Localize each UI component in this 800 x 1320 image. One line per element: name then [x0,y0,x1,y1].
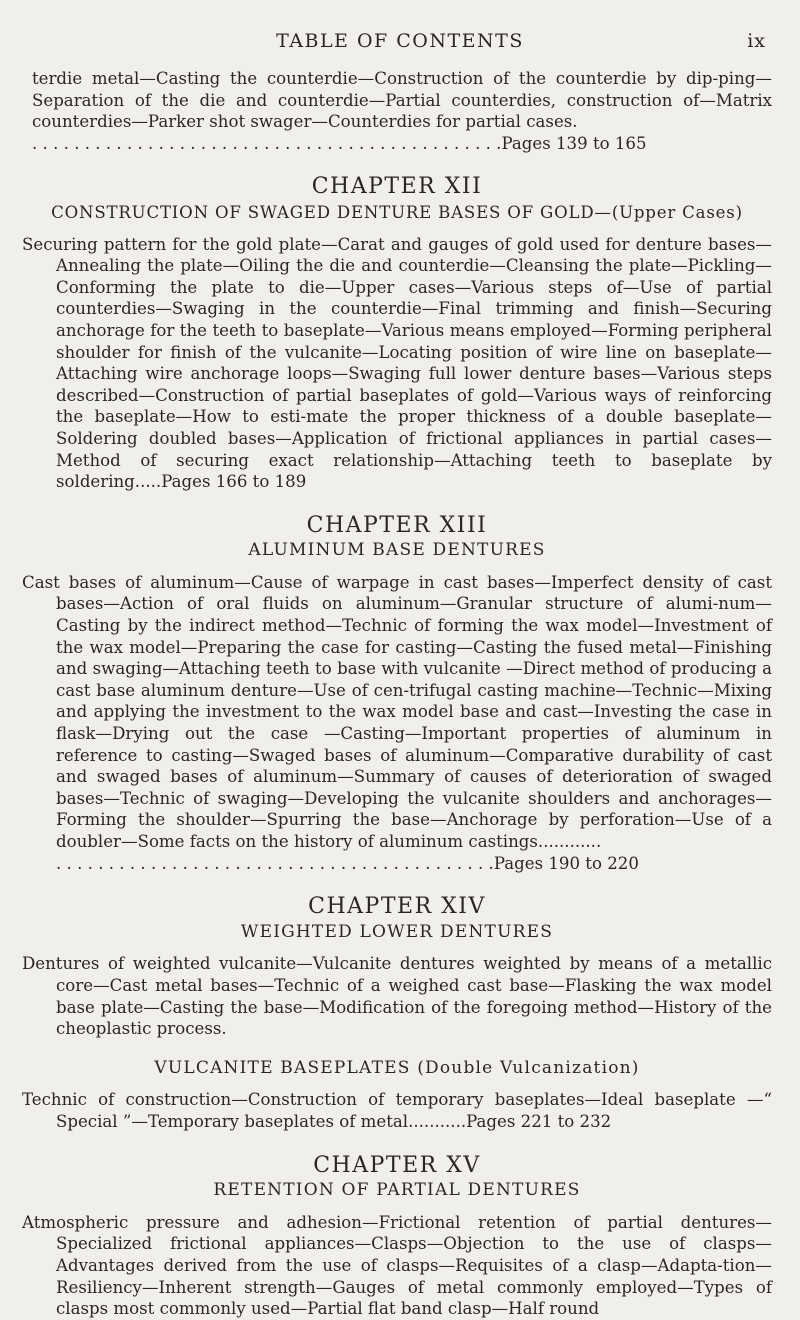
page-range: Pages 139 to 165 [501,133,647,153]
toc-entry-chapter-xiii [22,572,772,874]
page-range: Pages 166 to 189 [161,472,307,492]
chapter-subtitle-xiii: ALUMINUM BASE DENTURES [248,540,546,561]
toc-entry-chapter-xv [22,1212,772,1320]
running-head-title: TABLE OF CONTENTS [276,30,524,52]
chapter-heading-xv: CHAPTER XV [313,1152,481,1178]
dot-leader: . . . . . . . . . . . . . . . . . . . . . . . . . . . . . . . . . . . . . . . . . . . . . [32,133,502,153]
chapter-heading-xii: CHAPTER XII [311,174,483,200]
chapter-heading-xiii: CHAPTER XIII [306,512,488,538]
chapter-subtitle-xii: CONSTRUCTION OF SWAGED DENTURE BASES OF GOLD—(Upper Cases) [51,202,743,222]
chapter-subtitle-xiv: WEIGHTED LOWER DENTURES [240,921,554,942]
entry-text: terdie metal—Casting the counterdie—Construction of the counterdie by dip-ping—Separation of the die and counterdie—Partial counterdies, construction of—Matrix counterdies—Parker shot swager—Counterdies for partial cases. [32,69,772,132]
toc-content [22,68,772,1320]
toc-entry-chapter-xii [22,234,772,493]
chapter-heading-xiv: CHAPTER XIV [308,894,486,920]
entry-text: Securing pattern for the gold plate—Carat and gauges of gold used for denture bases—Annealing the plate—Oiling the die and counterdie—Cleansing the plate—Pickling—Conforming the plate to die—Upper cases—Various steps of—Use of partial counterdies—Swaging in the counterdie—Final trimming and finish—Securing anchorage for the teeth to baseplate—Various means employed—Forming peripheral shoulder for finish of the vulcanite—Locating position of wire line on baseplate—Attaching wire anchorage loops—Swaging full lower denture bases—Various steps described—Construction of partial baseplates of gold—Various ways of reinforcing the baseplate—How to esti-mate the proper thickness of a double baseplate—Soldering doubled bases—Application of frictional appliances in partial cases—Method of securing exact relationship—Attaching teeth to baseplate by soldering..... [22,234,772,492]
entry-text: Technic of construction—Construction of temporary baseplates—Ideal baseplate —“ Special ”—Temporary baseplates of metal........... [22,1090,772,1131]
toc-entry-continued [22,68,772,154]
dot-leader: . . . . . . . . . . . . . . . . . . . . . . . . . . . . . . . . . . . . . . . . . . [56,853,494,873]
entry-text: Dentures of weighted vulcanite—Vulcanite dentures weighted by means of a metallic core—Cast metal bases—Technic of a weighed cast base—Flasking the wax model base plate—Casting the base—Modification of the foregoing method—History of the cheoplastic process. [22,954,772,1039]
toc-entry-chapter-xiv [22,953,772,1039]
chapter-subtitle-xv: RETENTION OF PARTIAL DENTURES [213,1180,581,1201]
toc-entry-vulcanite-baseplates [22,1089,772,1132]
entry-text: Atmospheric pressure and adhesion—Frictional retention of partial dentures—Specialized frictional appliances—Clasps—Objection to the use of clasps—Advantages derived from the use of clasps—Requisites of a clasp—Adapta-tion—Resiliency—Inherent strength—Gauges of metal commonly employed—Types of clasps most commonly used—Partial flat band clasp—Half round [22,1212,772,1319]
page-range: Pages 221 to 232 [466,1111,612,1131]
page-range: Pages 190 to 220 [493,853,639,873]
section-heading-vulcanite-baseplates: VULCANITE BASEPLATES (Double Vulcanization) [154,1057,640,1078]
entry-text: Cast bases of aluminum—Cause of warpage in cast bases—Imperfect density of cast bases—Action of oral fluids on aluminum—Granular structure of alumi-num—Casting by the indirect method—Technic of forming the wax model—Investment of the wax model—Preparing the case for casting—Casting the fused metal—Finishing and swaging—Attaching teeth to base with vulcanite —Direct method of producing a cast base aluminum denture—Use of cen-trifugal casting machine—Technic—Mixing and applying the investment to the wax model base and cast—Investing the case in flask—Drying out the case —Casting—Important properties of aluminum in reference to casting—Swaged bases of aluminum—Comparative durability of cast and swaged bases of aluminum—Summary of causes of deterioration of swaged bases—Technic of swaging—Developing the vulcanite shoulders and anchorages—Forming the shoulder—Spurring the base—Anchorage by perforation—Use of a doubler—Some facts on the history of aluminum castings............ [22,572,772,851]
page-number: ix [747,30,766,52]
